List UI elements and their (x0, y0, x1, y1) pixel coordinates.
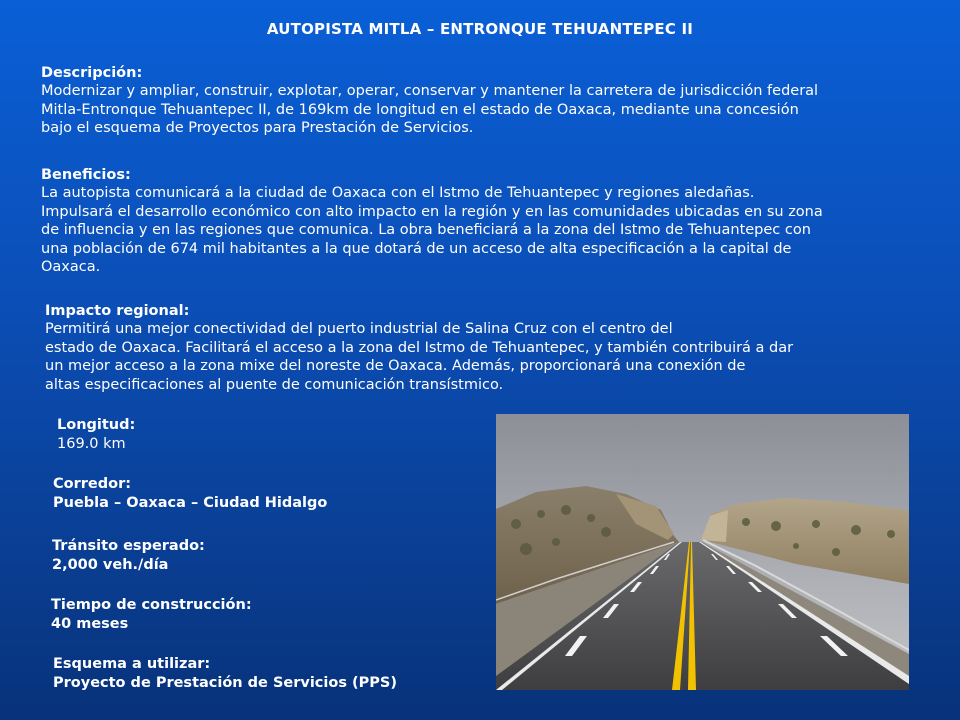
section-beneficios (41, 166, 823, 277)
longitud-label: Longitud: (57, 417, 136, 433)
beneficios-line: una población de 674 mil habitantes a la que dotará de un acceso de alta especificación a la capital de (41, 240, 792, 257)
section-descripcion (41, 64, 818, 138)
info-corredor (53, 475, 327, 513)
tiempo-value: 40 meses (51, 616, 129, 632)
longitud-value: 169.0 km (57, 436, 126, 452)
beneficios-text (41, 184, 823, 277)
beneficios-line: La autopista comunicará a la ciudad de Oaxaca con el Istmo de Tehuantepec y regiones aledañas. (41, 185, 755, 201)
info-esquema (53, 655, 397, 693)
esquema-label: Esquema a utilizar: (53, 656, 211, 672)
descripcion-heading: Descripción: (41, 65, 143, 81)
corredor-value: Puebla – Oaxaca – Ciudad Hidalgo (53, 495, 328, 511)
info-longitud (57, 416, 135, 454)
descripcion-line: Mitla-Entronque Tehuantepec II, de 169km de longitud en el estado de Oaxaca, mediante una concesión (41, 101, 799, 118)
impacto-text (45, 320, 793, 394)
beneficios-line: de influencia y en las regiones que comunica. La obra beneficiará a la zona del Istmo de Tehuantepec con (41, 222, 811, 238)
impacto-line: Permitirá una mejor conectividad del puerto industrial de Salina Cruz con el centro del (45, 321, 673, 337)
transito-label: Tránsito esperado: (52, 538, 205, 554)
tiempo-label: Tiempo de construcción: (51, 597, 252, 613)
page-title: AUTOPISTA MITLA – ENTRONQUE TEHUANTEPEC II (266, 20, 694, 38)
highway-photo (496, 414, 909, 690)
impacto-line: estado de Oaxaca. Facilitará el acceso a la zona del Istmo de Tehuantepec, y también contribuirá a dar (45, 339, 794, 356)
beneficios-line: Oaxaca. (41, 259, 101, 275)
impacto-line: altas especificaciones al puente de comunicación transístmico. (45, 376, 504, 393)
impacto-heading: Impacto regional: (45, 303, 190, 319)
descripcion-line: bajo el esquema de Proyectos para Prestación de Servicios. (41, 120, 474, 136)
beneficios-line: Impulsará el desarrollo económico con alto impacto en la región y en las comunidades ubicadas en su zona (41, 203, 823, 220)
beneficios-heading: Beneficios: (41, 167, 131, 183)
section-impacto (45, 302, 793, 394)
esquema-value: Proyecto de Prestación de Servicios (PPS) (53, 675, 397, 691)
highway-photo-image (496, 414, 909, 690)
corredor-label: Corredor: (53, 476, 132, 492)
info-transito (52, 537, 205, 575)
impacto-line: un mejor acceso a la zona mixe del noreste de Oaxaca. Además, proporcionará una conexión de (45, 358, 746, 374)
descripcion-line: Modernizar y ampliar, construir, explotar, operar, conservar y mantener la carretera de jurisdicción federal (41, 83, 819, 99)
descripcion-text (41, 82, 818, 138)
transito-value: 2,000 veh./día (52, 557, 169, 573)
info-tiempo (51, 596, 252, 634)
